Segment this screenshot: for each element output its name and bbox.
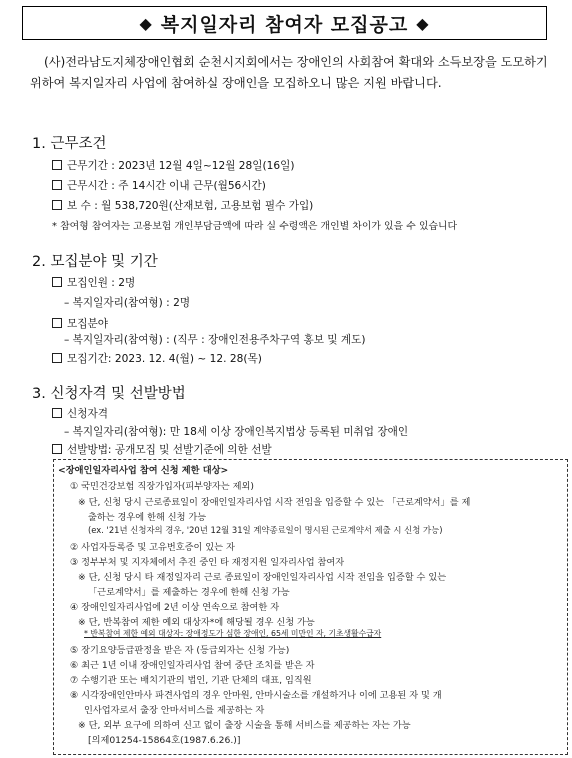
list-item: 선발방법: 공개모집 및 선발기준에 의한 선발 <box>52 442 272 457</box>
list-item: 신청자격 <box>52 406 108 421</box>
note-text: * 참여형 참여자는 고용보험 개인부담금액에 따라 실 수령액은 개인별 차이가 있을 수 있습니다 <box>52 221 458 232</box>
section-heading: 1. 근무조건 <box>32 136 107 152</box>
restriction-line: 인사업자로서 출장 안마서비스를 제공하는 자 <box>84 705 265 716</box>
restriction-line: 「근로계약서」를 제출하는 경우에 한해 신청 가능 <box>88 587 290 598</box>
diamond-icon: ◆ <box>139 13 153 33</box>
checkbox-icon <box>52 277 62 287</box>
checkbox-icon <box>52 200 62 210</box>
checkbox-icon <box>52 408 62 418</box>
restriction-header: <장애인일자리사업 참여 신청 제한 대상> <box>58 465 229 476</box>
restriction-line: 출하는 경우에 한해 신청 가능 <box>88 512 207 523</box>
checkbox-icon <box>52 160 62 170</box>
restriction-line: ※ 단, 외부 요구에 의하여 신고 없이 출장 시술을 통해 서비스를 제공하는 자는 가능 <box>78 720 411 731</box>
restriction-line: ⑤ 장기요양등급판정을 받은 자 (등급외자는 신청 가능) <box>70 645 290 656</box>
section-heading: 3. 신청자격 및 선발방법 <box>32 386 186 402</box>
restriction-line: ※ 단, 신청 당시 근로종료일이 장애인일자리사업 시작 전임을 입증할 수 있는 「근로계약서」를 제 <box>78 497 471 508</box>
list-item: 모집기간: 2023. 12. 4(월) ~ 12. 28(목) <box>52 351 262 366</box>
restriction-line: ④ 장애인일자리사업에 2년 이상 연속으로 참여한 자 <box>70 602 280 613</box>
restriction-line: * 반복참여 제한 예외 대상자: 장애정도가 심한 장애인, 65세 미만인 자, 기초생활수급자 <box>84 629 382 638</box>
restriction-line: ※ 단, 신청 당시 타 재정일자리 근로 종료일이 장애인일자리사업 시작 전임을 입증할 수 있는 <box>78 572 447 583</box>
restriction-line: ② 사업자등록증 및 고유번호증이 있는 자 <box>70 542 235 553</box>
restriction-line: ⑧ 시각장애인안마사 파견사업의 경우 안마원, 안마시술소를 개설하거나 이에 고용된 자 및 개 <box>70 690 442 701</box>
restriction-line: ※ 단, 반복참여 제한 예외 대상자*에 해당될 경우 신청 가능 <box>78 617 315 628</box>
intro-paragraph: (사)전라남도지체장애인협회 순천시지회에서는 장애인의 사회참여 확대와 소득보장을 도모하기 위하여 복지일자리 사업에 참여하실 장애인을 모집하오니 많은 지원 바랍니다. <box>30 55 548 90</box>
restriction-line: ⑥ 최근 1년 이내 장애인일자리사업 참여 중단 조치를 받은 자 <box>70 660 315 671</box>
list-item: 근무시간 : 주 14시간 이내 근무(월56시간) <box>52 178 266 193</box>
list-item: 보 수 : 월 538,720원(산재보험, 고용보험 필수 가입) <box>52 198 313 213</box>
list-item: 모집분야 <box>52 316 108 331</box>
list-item: 모집인원 : 2명 <box>52 275 135 290</box>
restriction-line: ⑦ 수행기관 또는 배치기관의 법인, 기관 단체의 대표, 임직원 <box>70 675 312 686</box>
restriction-box <box>53 459 568 755</box>
restriction-line: ① 국민건강보험 직장가입자(피부양자는 제외) <box>70 481 254 492</box>
section-heading: 2. 모집분야 및 기간 <box>32 254 158 270</box>
list-item: 근무기간 : 2023년 12월 4일~12월 28일(16일) <box>52 158 295 173</box>
list-item: – 복지일자리(참여형) : (직무 : 장애인전용주차구역 홍보 및 계도) <box>64 334 366 346</box>
diamond-icon: ◆ <box>416 13 430 33</box>
checkbox-icon <box>52 318 62 328</box>
list-item: – 복지일자리(참여형): 만 18세 이상 장애인복지법상 등록된 미취업 장애인 <box>64 426 409 438</box>
restriction-line: ③ 정부부처 및 지자체에서 추진 중인 타 재정지원 일자리사업 참여자 <box>70 557 345 568</box>
checkbox-icon <box>52 353 62 363</box>
checkbox-icon <box>52 444 62 454</box>
page-title-box <box>22 6 547 40</box>
list-item: – 복지일자리(참여형) : 2명 <box>64 297 191 309</box>
checkbox-icon <box>52 180 62 190</box>
restriction-line: (ex. '21년 신청자의 경우, '20년 12월 31일 계약종료일이 명시된 근로계약서 제출 시 신청 가능) <box>88 525 443 535</box>
restriction-line: [의제01254-15864호(1987.6.26.)] <box>88 735 241 746</box>
page-title: 복지일자리 참여자 모집공고 <box>160 13 409 36</box>
